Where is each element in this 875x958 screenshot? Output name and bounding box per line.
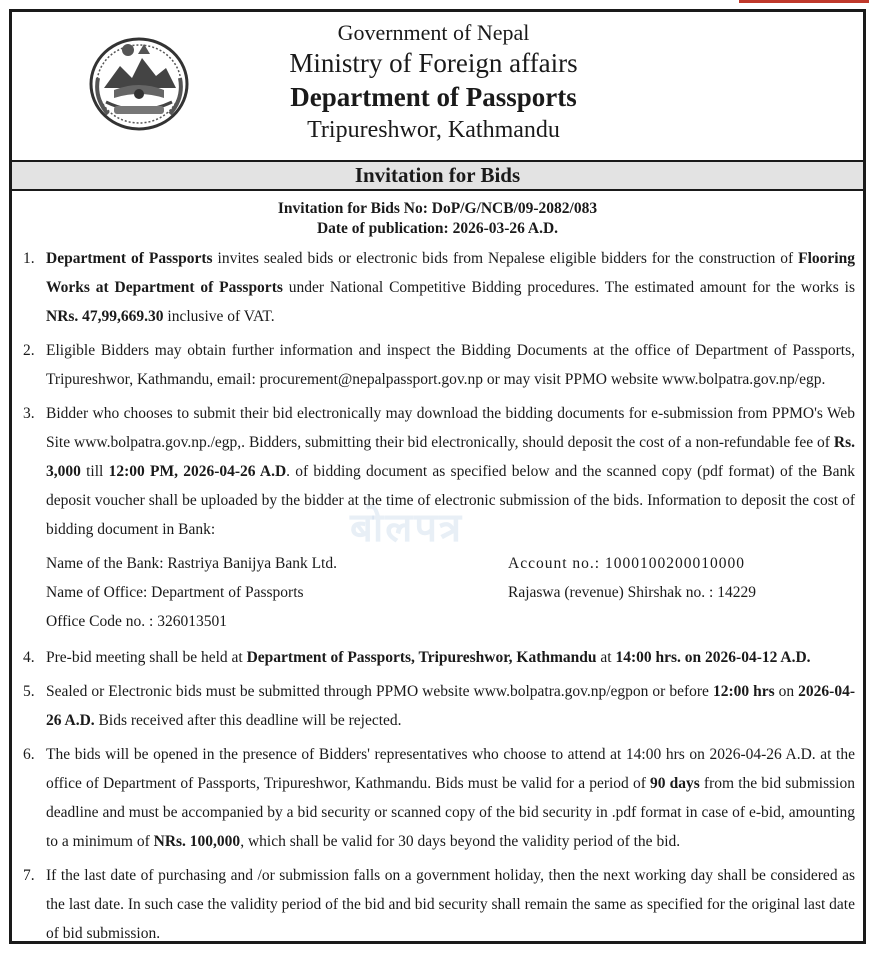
clause-plain-text: at: [596, 649, 616, 666]
clause-bold-text: 12:00 hrs: [712, 683, 775, 700]
clause-plain-text: invites sealed bids or electronic bids from Nepalese eligible bidders for the construction of: [212, 250, 799, 267]
clause-plain-text: , which shall be valid for 30 days beyond the validity period of the bid.: [240, 833, 681, 850]
bank-name: Name of the Bank: Rastriya Banijya Bank Ltd.: [46, 555, 337, 572]
clause-text: [46, 250, 855, 325]
header-lines: [12, 22, 863, 142]
clause-bold-text: 12:00 PM, 2026-04-26 A.D: [108, 463, 287, 480]
bank-details-right: [508, 549, 756, 607]
clause-plain-text: Bidder who chooses to submit their bid electronically may download the bidding documents for e-submission from PPMO's Web Site www.bolpatra.gov.np./egp,. Bidders, submitting their bid electronically, should deposit the cost of a non-refundable fee of: [46, 405, 855, 451]
clause-text: [46, 649, 811, 666]
clause-text: [46, 867, 855, 942]
clause-plain-text: Bids received after this deadline will be rejected.: [94, 712, 402, 729]
rajaswa-number: Rajaswa (revenue) Shirshak no. : 14229: [508, 584, 756, 601]
ministry-name: Ministry of Foreign affairs: [289, 48, 578, 78]
department-name: Department of Passports: [290, 82, 577, 112]
clause-bold-text: Rs. 3,000: [46, 434, 855, 480]
clause-4: [12, 643, 863, 672]
office-code: Office Code no. : 326013501: [46, 613, 227, 630]
clause-plain-text: Sealed or Electronic bids must be submitted through PPMO website www.bolpatra.gov.np/egpon or before: [46, 683, 713, 700]
clause-5: [12, 677, 863, 735]
clause-bold-text: NRs. 100,000: [153, 833, 241, 850]
clause-bold-text: NRs. 47,99,669.30: [46, 308, 164, 325]
clause-7: [12, 861, 863, 948]
clause-bold-text: 90 days: [650, 775, 700, 792]
clause-number: 4.: [23, 649, 35, 666]
clause-2: [12, 336, 863, 394]
notice-header: [12, 12, 863, 162]
clause-plain-text: Pre-bid meeting shall be held at: [46, 649, 247, 666]
clause-bold-text: 2026-04-26 A.D.: [46, 683, 855, 729]
clause-text: [46, 342, 855, 388]
clause-text: [46, 683, 855, 729]
bank-details-left: [46, 549, 337, 636]
clause-plain-text: till: [80, 463, 109, 480]
clause-bold-text: Department of Passports: [46, 250, 213, 267]
clause-plain-text: under National Competitive Bidding procedures. The estimated amount for the works is: [282, 279, 855, 296]
clause-number: 7.: [23, 867, 35, 884]
clause-plain-text: on: [774, 683, 799, 700]
clause-number: 3.: [23, 405, 35, 422]
notice-frame: [9, 9, 866, 944]
account-number: Account no.: 1000100200010000: [508, 555, 745, 572]
clause-plain-text: . of bidding document as specified below and the scanned copy (pdf format) of the Bank deposit voucher shall be uploaded by the bidder at the time of electronic submission of the bids. Information to deposit the cost of bidding document in Bank:: [46, 463, 855, 538]
clause-number: 2.: [23, 342, 35, 359]
bid-info: [12, 199, 863, 239]
clause-1: [12, 244, 863, 331]
top-accent-bar: [739, 0, 869, 3]
watermark: बोलपत्र: [350, 505, 464, 551]
clause-plain-text: from the bid submission deadline and must be accompanied by a bid security or scanned copy of the bid security in .pdf format in case of e-bid, amounting to a minimum of: [46, 775, 855, 850]
government-name: Government of Nepal: [337, 20, 530, 45]
notice-title: Invitation for Bids: [12, 160, 863, 191]
clause-bold-text: Flooring Works at Department of Passports: [46, 250, 855, 296]
notice-body: [12, 244, 863, 953]
clause-text: [46, 746, 855, 850]
department-address: Tripureshwor, Kathmandu: [307, 117, 560, 143]
office-name: Name of Office: Department of Passports: [46, 584, 304, 601]
bank-details: [12, 549, 863, 639]
clause-plain-text: Eligible Bidders may obtain further information and inspect the Bidding Documents at the office of Department of Passports, Tripureshwor, Kathmandu, email: procurement@nepalpassport.gov.np or may visit PPMO website www.bolpatra.gov.np/egp.: [46, 342, 855, 388]
bid-number: Invitation for Bids No: DoP/G/NCB/09-2082/083: [277, 200, 598, 217]
clause-bold-text: 14:00 hrs. on 2026-04-12 A.D.: [615, 649, 811, 666]
clause-plain-text: The bids will be opened in the presence of Bidders' representatives who choose to attend at 14:00 hrs on 2026-04-26 A.D. at the office of Department of Passports, Tripureshwor, Kathmandu. Bids must be valid for a period of: [46, 746, 855, 792]
clause-bold-text: Department of Passports, Tripureshwor, Kathmandu: [246, 649, 597, 666]
clause-number: 6.: [23, 746, 35, 763]
clause-plain-text: If the last date of purchasing and /or submission falls on a government holiday, then the next working day shall be considered as the last date. In such case the validity period of the bid and bid security shall remain the same as specified for the original last date of bid submission.: [46, 867, 855, 942]
publication-date: Date of publication: 2026-03-26 A.D.: [316, 220, 559, 237]
clause-6: [12, 740, 863, 856]
clause-number: 1.: [23, 250, 35, 267]
clause-plain-text: inclusive of VAT.: [163, 308, 275, 325]
clause-number: 5.: [23, 683, 35, 700]
